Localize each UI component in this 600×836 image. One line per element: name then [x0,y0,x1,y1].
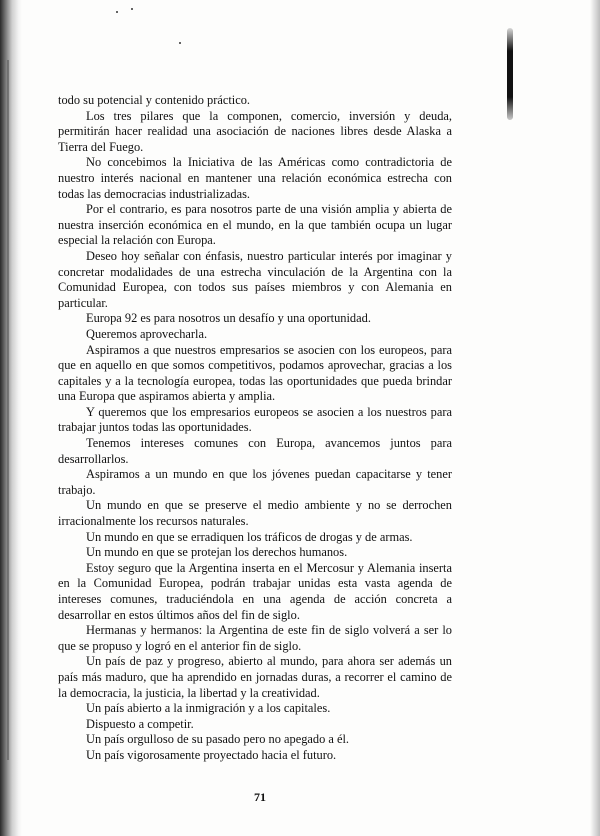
scan-speck [116,11,118,13]
paragraph: Dispuesto a competir. [86,716,194,731]
binding-shadow [0,0,22,836]
paragraph: Un mundo en que se erradiquen los tráficos de drogas y de armas. [86,529,413,544]
paragraph: Queremos aprovecharla. [86,326,208,341]
paragraph: Un país vigorosamente proyectado hacia el futuro. [86,747,337,762]
page-number: 71 [254,790,266,804]
paragraph: Un mundo en que se protejan los derechos humanos. [86,545,348,560]
paragraph: Un país orgulloso de su pasado pero no apegado a él. [86,732,350,747]
paragraph: Un país abierto a la inmigración y a los capitales. [86,701,331,716]
paragraph: todo su potencial y contenido práctico. [58,93,251,107]
page-edge-shadow [590,0,600,836]
paragraph: Tenemos intereses comunes con Europa, avancemos juntos para desarrollarlos. [58,436,452,466]
paragraph: Aspiramos a que nuestros empresarios se asocien con los europeos, para que en aquello en que somos competitivos, podamos aprovechar, gracias a los capitales y a la tecnología europea, todas las oportunidades que pueda brindar una Europa que aspiramos abierta y amplia. [58,342,452,404]
binding-edge-line [7,60,9,760]
paragraph: No concebimos la Iniciativa de las Américas como contradictoria de nuestro interés nacional en mantener una relación económica estrecha con todas las democracias industrializadas. [58,155,452,201]
paragraph: Aspiramos a un mundo en que los jóvenes puedan capacitarse y tener trabajo. [58,467,452,497]
paragraph: Los tres pilares que la componen, comercio, inversión y deuda, permitirán hacer realidad una asociación de naciones libres desde Alaska a Tierra del Fuego. [58,108,452,154]
paragraph: Deseo hoy señalar con énfasis, nuestro particular interés por imaginar y concretar modalidades de una estrecha vinculación de la Argentina con la Comunidad Europea, con todos sus países miembros y con Alemania en particular. [58,248,452,310]
paragraph: Un país de paz y progreso, abierto al mundo, para ahora ser además un país más maduro, que ha aprendido en jornadas duras, a recorrer el camino de la democracia, la justicia, la libertad y la creatividad. [58,654,452,700]
body-text [58,93,452,764]
scan-speck [131,8,133,10]
paragraph: Por el contrario, es para nosotros parte de una visión amplia y abierta de nuestra inserción económica en el mundo, en la que también ocupa un lugar especial la relación con Europa. [58,202,452,248]
margin-ink-mark [507,28,513,120]
paragraph: Un mundo en que se preserve el medio ambiente y no se derrochen irracionalmente los recursos naturales. [58,498,452,529]
paragraph: Hermanas y hermanos: la Argentina de este fin de siglo volverá a ser lo que se propuso y logró en el anterior fin de siglo. [58,623,452,653]
paragraph: Europa 92 es para nosotros un desafío y una oportunidad. [86,311,371,326]
scan-speck [179,42,181,44]
paragraph: Y queremos que los empresarios europeos se asocien a los nuestros para trabajar juntos todas las oportunidades. [58,404,452,435]
paragraph: Estoy seguro que la Argentina inserta en el Mercosur y Alemania inserta en la Comunidad Europea, podrán trabajar unidas esta vasta agenda de intereses comunes, traduciéndola en una agenda de acción concreta a desarrollar en estos últimos años del fin de siglo. [58,560,452,622]
